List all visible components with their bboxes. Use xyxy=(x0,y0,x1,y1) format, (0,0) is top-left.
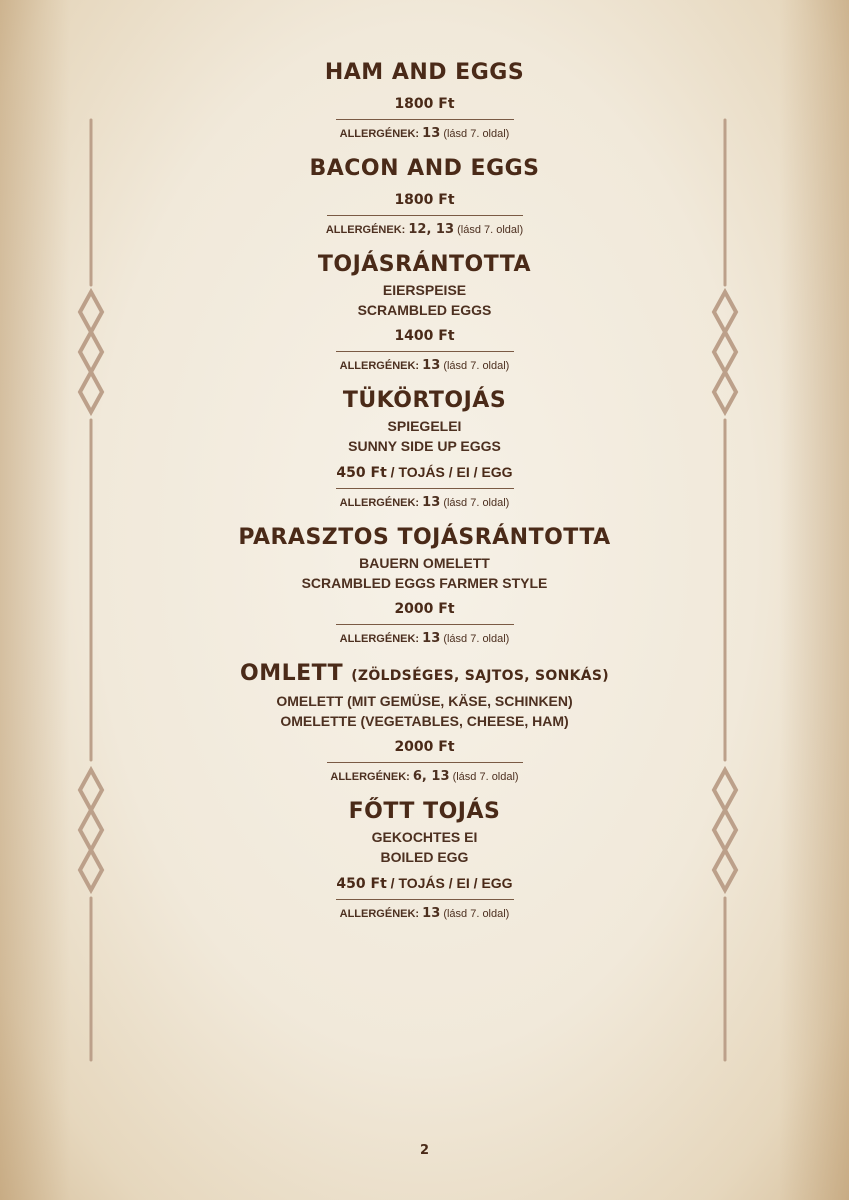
menu-item-bacon-and-eggs xyxy=(0,154,849,238)
allergen-info xyxy=(0,126,849,142)
dish-title xyxy=(0,659,849,691)
allergen-info xyxy=(0,906,849,922)
price-value: 1800 Ft xyxy=(394,96,455,112)
menu-list xyxy=(0,58,849,934)
dish-subtitle-de: EIERSPEISE xyxy=(382,282,467,298)
dish-title-main: OMLETT xyxy=(240,661,344,686)
dish-price xyxy=(0,599,849,619)
price-unit: / TOJÁS / EI / EGG xyxy=(386,464,513,480)
dish-title: PARASZTOS TOJÁSRÁNTOTTA xyxy=(238,525,611,550)
allergen-numbers: 13 xyxy=(422,495,441,510)
allergen-numbers: 13 xyxy=(422,631,441,646)
menu-item-parasztos-tojasrantotta xyxy=(0,523,849,647)
allergen-reference: (lásd 7. oldal) xyxy=(457,224,524,236)
price-value: 450 Ft xyxy=(336,465,387,481)
dish-title: FŐTT TOJÁS xyxy=(348,799,501,824)
allergen-label: ALLERGÉNEK: xyxy=(330,771,410,783)
allergen-label: ALLERGÉNEK: xyxy=(325,224,406,236)
dish-title: HAM AND EGGS xyxy=(324,60,525,85)
menu-item-tukortojas xyxy=(0,386,849,511)
dish-title: TÜKÖRTOJÁS xyxy=(342,388,507,413)
allergen-label: ALLERGÉNEK: xyxy=(339,908,420,920)
divider xyxy=(336,488,514,489)
dish-subtitle-en: OMELETTE (VEGETABLES, CHEESE, HAM) xyxy=(280,713,569,729)
allergen-reference: (lásd 7. oldal) xyxy=(443,633,510,645)
price-value: 1800 Ft xyxy=(394,192,455,208)
allergen-label: ALLERGÉNEK: xyxy=(339,360,420,372)
price-unit: / TOJÁS / EI / EGG xyxy=(386,875,513,891)
dish-title: BACON AND EGGS xyxy=(309,156,540,181)
price-value: 2000 Ft xyxy=(394,739,455,755)
divider xyxy=(336,899,514,900)
dish-price xyxy=(0,326,849,346)
dish-subtitle-de: BAUERN OMELETT xyxy=(359,555,490,571)
allergen-info xyxy=(0,222,849,238)
allergen-info xyxy=(0,631,849,647)
allergen-info xyxy=(0,495,849,511)
divider xyxy=(336,351,514,352)
menu-item-tojasrantotta xyxy=(0,250,849,374)
dish-subtitle-de: SPIEGELEI xyxy=(387,418,462,434)
allergen-numbers: 6, 13 xyxy=(412,769,450,784)
menu-item-omlett xyxy=(0,659,849,785)
dish-subtitle-en: SCRAMBLED EGGS xyxy=(357,302,492,318)
allergen-info xyxy=(0,358,849,374)
menu-item-fott-tojas xyxy=(0,797,849,922)
dish-subtitle-en: BOILED EGG xyxy=(380,849,469,865)
dish-subtitle-en: SUNNY SIDE UP EGGS xyxy=(348,438,501,454)
dish-title: TOJÁSRÁNTOTTA xyxy=(317,252,532,277)
menu-item-ham-and-eggs xyxy=(0,58,849,142)
allergen-reference: (lásd 7. oldal) xyxy=(443,497,510,509)
allergen-numbers: 12, 13 xyxy=(408,222,455,237)
divider xyxy=(336,624,514,625)
price-value: 1400 Ft xyxy=(394,328,455,344)
dish-price xyxy=(0,94,849,114)
allergen-info xyxy=(0,769,849,785)
dish-subtitle-en: SCRAMBLED EGGS FARMER STYLE xyxy=(301,575,548,591)
dish-subtitle-de: GEKOCHTES EI xyxy=(371,829,478,845)
allergen-label: ALLERGÉNEK: xyxy=(339,633,420,645)
dish-price xyxy=(0,737,849,757)
page-number: 2 xyxy=(419,1143,430,1158)
allergen-reference: (lásd 7. oldal) xyxy=(443,908,510,920)
dish-price xyxy=(0,873,849,894)
allergen-reference: (lásd 7. oldal) xyxy=(443,360,510,372)
dish-subtitle-de: OMELETT (MIT GEMÜSE, KÄSE, SCHINKEN) xyxy=(276,693,573,709)
divider xyxy=(327,762,523,763)
allergen-numbers: 13 xyxy=(422,358,441,373)
dish-price xyxy=(0,190,849,210)
allergen-label: ALLERGÉNEK: xyxy=(339,497,420,509)
dish-price xyxy=(0,462,849,483)
divider xyxy=(336,119,514,120)
allergen-label: ALLERGÉNEK: xyxy=(339,128,420,140)
dish-title-suffix: (ZÖLDSÉGES, SAJTOS, SONKÁS) xyxy=(351,668,609,684)
price-value: 450 Ft xyxy=(336,876,387,892)
price-value: 2000 Ft xyxy=(394,601,455,617)
allergen-numbers: 13 xyxy=(422,906,441,921)
allergen-numbers: 13 xyxy=(422,126,441,141)
allergen-reference: (lásd 7. oldal) xyxy=(452,771,519,783)
divider xyxy=(327,215,523,216)
allergen-reference: (lásd 7. oldal) xyxy=(443,128,510,140)
